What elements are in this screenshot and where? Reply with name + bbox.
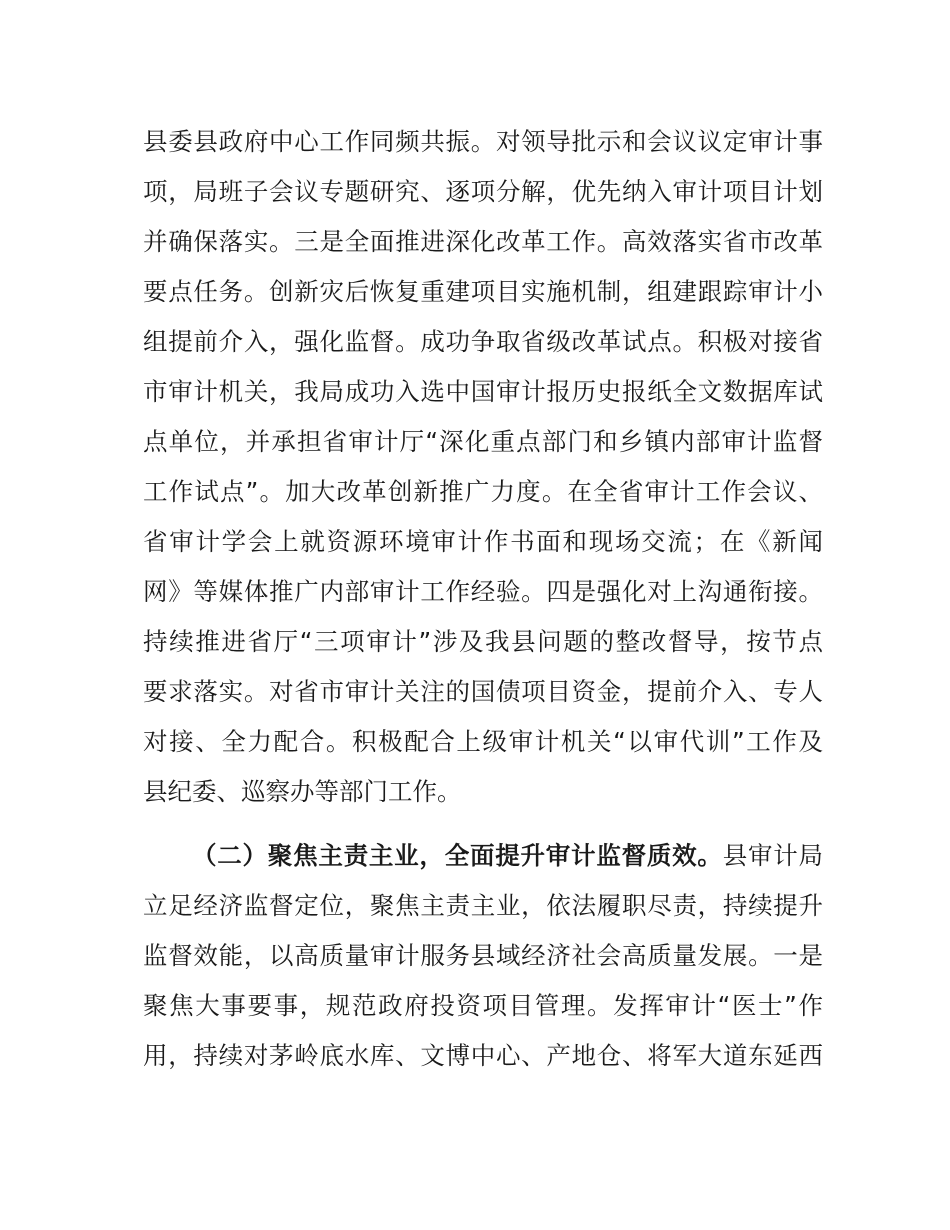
paragraph-1-line: 并确保落实。三是全面推进深化改革工作。高效落实省市改革 xyxy=(143,227,823,256)
paragraph-2-line: 监督效能，以高质量审计服务县域经济社会高质量发展。一是 xyxy=(143,941,823,970)
paragraph-2-first-line xyxy=(192,836,823,876)
paragraph-1-line: 项，局班子会议专题研究、逐项分解，优先纳入审计项目计划 xyxy=(143,177,823,206)
paragraph-1-line: 工作试点”。加大改革创新推广力度。在全省审计工作会议、 xyxy=(143,477,823,506)
paragraph-1-line: 要求落实。对省市审计关注的国债项目资金，提前介入、专人 xyxy=(143,677,823,706)
paragraph-1-line: 持续推进省厅“三项审计”涉及我县问题的整改督导，按节点 xyxy=(143,627,823,656)
paragraph-2-first-line-text: 县审计局 xyxy=(722,841,823,870)
paragraph-1-line: 网》等媒体推广内部审计工作经验。四是强化对上沟通衔接。 xyxy=(143,577,823,606)
paragraph-1-line: 组提前介入，强化监督。成功争取省级改革试点。积极对接省 xyxy=(143,327,823,356)
paragraph-1-line: 点单位，并承担省审计厅“深化重点部门和乡镇内部审计监督 xyxy=(143,427,823,456)
paragraph-1-line: 市审计机关，我局成功入选中国审计报历史报纸全文数据库试 xyxy=(143,377,823,406)
paragraph-1-line: 县委县政府中心工作同频共振。对领导批示和会议议定审计事 xyxy=(143,127,823,156)
section-heading: （二）聚焦主责主业，全面提升审计监督质效。 xyxy=(192,841,723,870)
paragraph-1-line: 对接、全力配合。积极配合上级审计机关“以审代训”工作及 xyxy=(143,727,823,756)
paragraph-2-line: 立足经济监督定位，聚焦主责主业，依法履职尽责，持续提升 xyxy=(143,891,823,920)
paragraph-1-line: 省审计学会上就资源环境审计作书面和现场交流；在《新闻 xyxy=(143,527,823,556)
paragraph-2-line: 聚焦大事要事，规范政府投资项目管理。发挥审计“医士”作 xyxy=(143,991,823,1020)
paragraph-1-line: 要点任务。创新灾后恢复重建项目实施机制，组建跟踪审计小 xyxy=(143,277,823,306)
paragraph-2-line: 用，持续对茅岭底水库、文博中心、产地仓、将军大道东延西 xyxy=(143,1041,823,1070)
paragraph-1-line: 县纪委、巡察办等部门工作。 xyxy=(143,777,462,806)
